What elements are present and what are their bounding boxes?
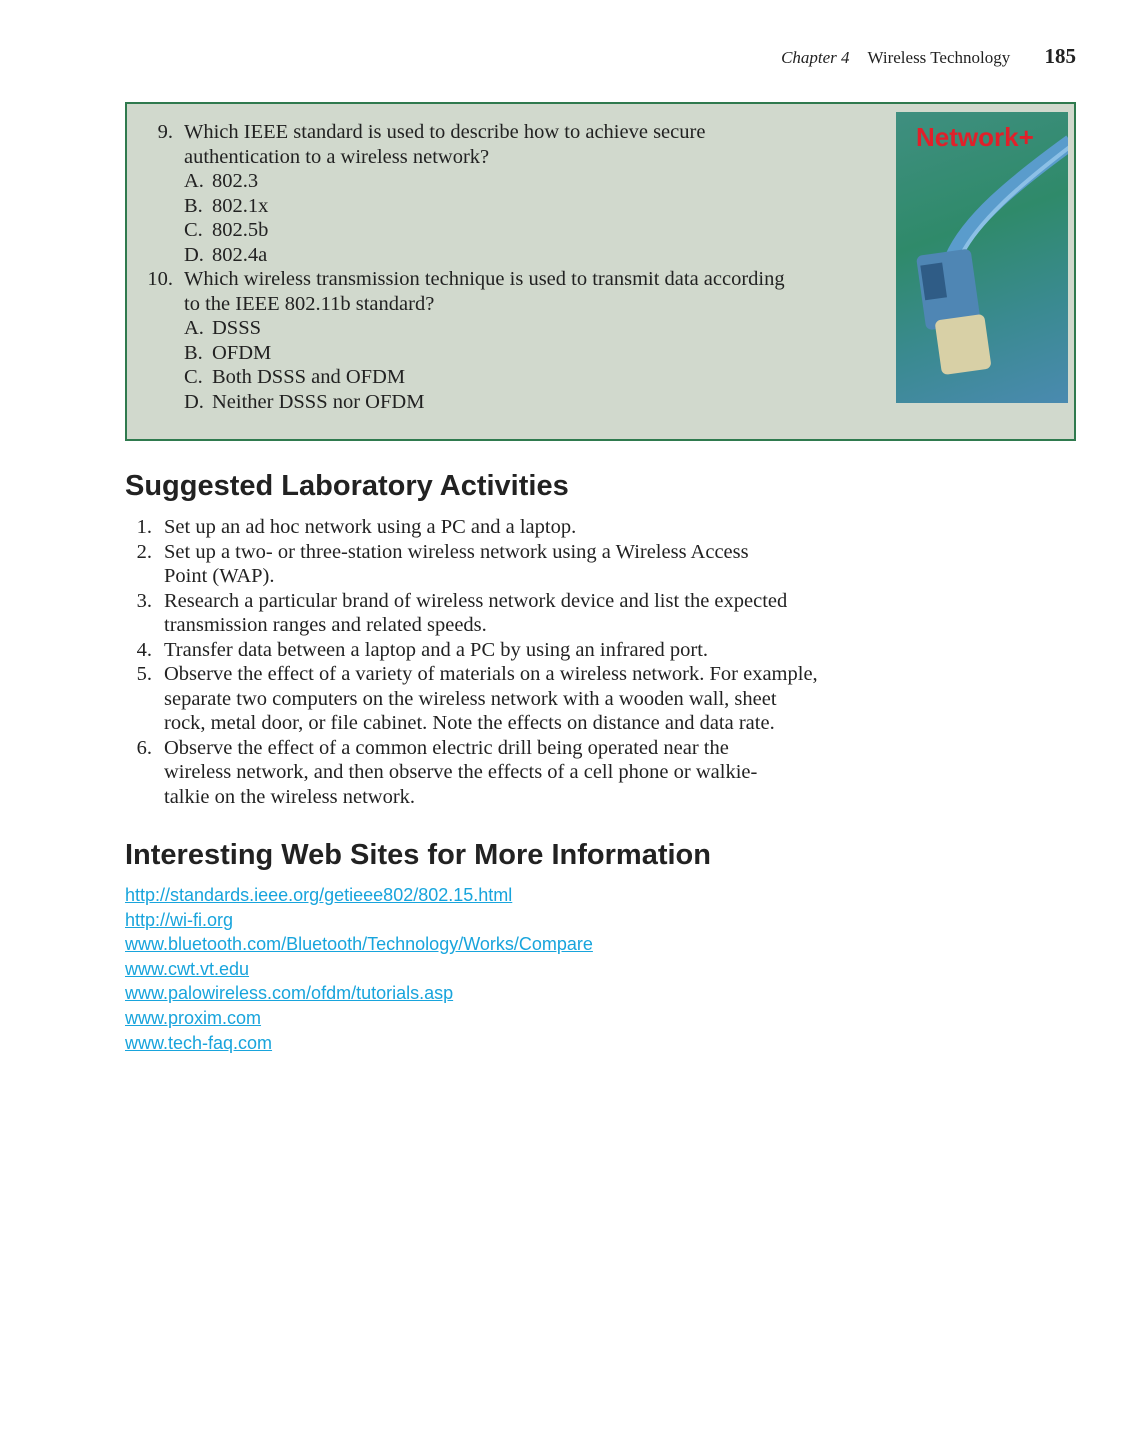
web-link[interactable]: www.proxim.com <box>125 1007 262 1028</box>
lab-item-text: Set up a two- or three-station wireless network using a Wireless Access <box>164 540 749 563</box>
page-number: 185 <box>1044 44 1076 68</box>
ethernet-cable-icon <box>896 112 1068 403</box>
option-text: 802.1x <box>212 194 269 217</box>
question-number: 9. <box>157 121 173 143</box>
question-text: authentication to a wireless network? <box>184 145 490 168</box>
lab-item-text: Research a particular brand of wireless network device and list the expected <box>164 589 788 612</box>
option-text: 802.4a <box>212 243 268 266</box>
lab-item-text: Point (WAP). <box>164 565 275 587</box>
web-link-list <box>125 883 593 1055</box>
lab-item-text: wireless network, and then observe the effects of a cell phone or walkie- <box>164 761 758 783</box>
option-text: DSSS <box>212 317 262 339</box>
option-letter: D. <box>184 243 204 266</box>
chapter-title: Wireless Technology <box>867 48 1011 67</box>
option-letter: C. <box>184 219 203 241</box>
lab-item-number: 4. <box>136 638 152 661</box>
option-letter: B. <box>184 194 203 217</box>
web-link[interactable]: http://wi-fi.org <box>125 909 234 930</box>
option-text: 802.3 <box>212 170 259 192</box>
option-text: 802.5b <box>212 219 269 241</box>
question-text: Which wireless transmission technique is used to transmit data according <box>184 268 785 290</box>
web-link[interactable]: www.cwt.vt.edu <box>125 958 250 979</box>
lab-item-text: rock, metal door, or file cabinet. Note the effects on distance and data rate. <box>164 712 775 734</box>
question-number: 10. <box>147 268 173 290</box>
web-link[interactable]: www.bluetooth.com/Bluetooth/Technology/Works/Compare <box>125 934 593 955</box>
review-questions-box <box>125 102 1076 441</box>
question-text: to the IEEE 802.11b standard? <box>184 292 435 315</box>
lab-item-text: Observe the effect of a common electric drill being operated near the <box>164 736 729 759</box>
web-link[interactable]: www.tech-faq.com <box>125 1032 273 1053</box>
web-link[interactable]: http://standards.ieee.org/getieee802/802.15.html <box>125 885 513 905</box>
option-letter: C. <box>184 366 203 388</box>
lab-item-number: 1. <box>136 516 152 538</box>
option-text: Neither DSSS nor OFDM <box>212 390 425 413</box>
lab-item-text: Transfer data between a laptop and a PC by using an infrared port. <box>164 638 709 661</box>
network-plus-image <box>896 112 1068 403</box>
lab-heading: Suggested Laboratory Activities <box>125 470 569 502</box>
lab-item-text: talkie on the wireless network. <box>164 785 416 808</box>
lab-item-number: 2. <box>136 540 152 563</box>
option-letter: B. <box>184 341 203 364</box>
lab-item-number: 5. <box>136 663 152 685</box>
option-letter: D. <box>184 390 204 413</box>
lab-item-text: Observe the effect of a variety of materials on a wireless network. For example, <box>164 663 818 685</box>
option-text: OFDM <box>212 341 272 364</box>
lab-item-text: transmission ranges and related speeds. <box>164 614 487 636</box>
option-letter: A. <box>184 170 204 192</box>
web-heading: Interesting Web Sites for More Information <box>125 839 711 871</box>
lab-item-number: 3. <box>136 589 152 612</box>
chapter-label: Chapter 4 <box>781 48 850 67</box>
option-letter: A. <box>184 317 204 339</box>
web-link[interactable]: www.palowireless.com/ofdm/tutorials.asp <box>125 983 454 1004</box>
running-header <box>781 44 1076 69</box>
question-text: Which IEEE standard is used to describe how to achieve secure <box>184 121 706 143</box>
lab-item-number: 6. <box>136 736 152 759</box>
lab-item-text: Set up an ad hoc network using a PC and a laptop. <box>164 516 577 538</box>
badge-label: Network+ <box>916 122 1034 152</box>
lab-item-text: separate two computers on the wireless network with a wooden wall, sheet <box>164 687 777 710</box>
option-text: Both DSSS and OFDM <box>212 366 406 388</box>
